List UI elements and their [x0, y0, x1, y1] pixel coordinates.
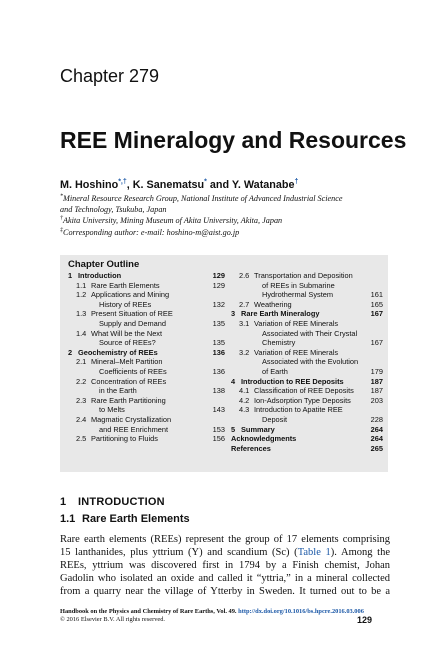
outline-entry-number: 4.2 — [239, 395, 250, 405]
outline-entry-number: 4.1 — [239, 386, 250, 396]
outline-entry-text: What Will be the Next — [91, 328, 163, 338]
outline-entry[interactable] — [231, 434, 383, 444]
outline-entry-number: 2.6 — [239, 271, 250, 280]
outline-entry-text: of Earth — [262, 366, 288, 376]
outline-entry-text: Ion-Adsorption Type Deposits — [254, 395, 351, 405]
outline-entry-text: Geochemistry of REEs — [78, 347, 158, 357]
outline-entry-text: Concentration of REEs — [91, 376, 167, 386]
outline-entry-text: References — [231, 443, 271, 453]
section-number: 1 — [60, 496, 67, 508]
outline-entry-number: 2.2 — [76, 376, 87, 386]
page-number: 129 — [357, 615, 373, 625]
outline-entry-number: 4 — [231, 376, 236, 386]
outline-entry-text: Transportation and Deposition — [254, 271, 353, 280]
outline-entry-number: 4.3 — [239, 405, 250, 415]
affiliation-mark: * — [60, 193, 63, 200]
outline-entry-text: Summary — [241, 424, 275, 434]
outline-entry[interactable] — [68, 396, 225, 415]
outline-entry-number: 1.3 — [76, 309, 87, 319]
affiliation-1-cont: and Technology, Tsukuba, Japan — [60, 205, 167, 215]
outline-entry-number: 2.7 — [239, 299, 250, 309]
outline-entry-text: Coefficients of REEs — [99, 366, 167, 376]
outline-entry[interactable] — [68, 290, 225, 309]
affiliation-mark: ‡ — [60, 226, 63, 233]
outline-entry-text: Deposit — [262, 414, 288, 424]
outline-entry-page: 187 — [370, 386, 383, 396]
affiliation-2: Akita University, Mining Museum of Akita University, Akita, Japan — [63, 216, 283, 226]
outline-entry-page: 264 — [370, 434, 383, 444]
outline-entry-text: and REE Enrichment — [99, 424, 169, 434]
outline-entry[interactable] — [231, 348, 383, 377]
affiliation-1: Mineral Resource Research Group, National Institute of Advanced Industrial Science — [63, 194, 343, 203]
outline-entry[interactable] — [231, 309, 383, 319]
outline-entry-page: 129 — [212, 271, 225, 280]
section-heading — [60, 496, 165, 508]
outline-entry-text: Mineral–Melt Partition — [91, 357, 163, 367]
outline-entry[interactable] — [231, 300, 383, 310]
outline-entry[interactable] — [68, 281, 225, 291]
outline-entry-text: Introduction to Apatite REE — [254, 405, 343, 415]
affiliation-mark: † — [60, 215, 63, 222]
chapter-title: REE Mineralogy and Resources — [60, 127, 407, 153]
body-line: from a quarry near the village of Ytterby in Sweden. It turned out to be a — [60, 586, 390, 597]
outline-entry-page: 203 — [370, 395, 383, 405]
chapter-label: Chapter 279 — [60, 66, 160, 86]
outline-entry-number: 2.1 — [76, 357, 87, 367]
doi-link[interactable]: http://dx.doi.org/10.1016/bs.hpcre.2016.03.006 — [238, 608, 364, 615]
outline-entry-text: Applications and Mining — [91, 290, 170, 300]
outline-entry[interactable] — [68, 434, 225, 444]
outline-entry-page: 156 — [212, 434, 225, 444]
outline-entry-text: Chemistry — [262, 338, 296, 348]
outline-entry[interactable] — [231, 271, 383, 300]
outline-entry-page: 167 — [370, 338, 383, 348]
subsection-title: Rare Earth Elements — [82, 513, 190, 525]
affiliations — [60, 193, 390, 238]
footer-citation: Handbook on the Physics and Chemistry of Rare Earths, Vol. 49. — [60, 608, 239, 615]
outline-entry-text: History of REEs — [99, 299, 152, 309]
outline-entry-page: 265 — [370, 443, 383, 453]
outline-entry-number: 1.2 — [76, 290, 87, 300]
outline-entry-text: Classification of REE Deposits — [254, 386, 354, 396]
outline-entry[interactable] — [68, 329, 225, 348]
body-line: Gadolin who isolated an oxide and called it “yttria,” in a mineral collected — [60, 573, 390, 584]
outline-entry-page: 165 — [370, 299, 383, 309]
outline-entry-number: 2 — [68, 347, 73, 357]
outline-entry-page: 136 — [212, 347, 225, 357]
outline-entry[interactable] — [231, 386, 383, 396]
author-2-marks[interactable]: * — [204, 178, 207, 186]
outline-entry-text: Supply and Demand — [99, 318, 166, 328]
outline-entry-page: 136 — [212, 366, 225, 376]
outline-entry-text: Rare Earth Partitioning — [91, 395, 166, 405]
author-1-marks[interactable]: *,† — [118, 178, 127, 186]
page-footer — [60, 608, 390, 624]
outline-entry-text: Source of REEs? — [99, 338, 156, 348]
outline-entry-page: 132 — [212, 299, 225, 309]
outline-entry-text: Variation of REE Minerals — [254, 318, 339, 328]
outline-entry-page: 167 — [370, 309, 383, 319]
outline-entry-text: Weathering — [254, 299, 292, 309]
outline-entry[interactable] — [68, 309, 225, 328]
author-separator: , — [126, 179, 133, 191]
outline-entry[interactable] — [231, 396, 383, 406]
body-line-text: 15 lanthanides, plus yttrium (Y) and scandium (Sc) ( — [60, 547, 298, 558]
outline-entry-page: 135 — [212, 338, 225, 348]
outline-entry-number: 2.5 — [76, 434, 87, 444]
outline-entry[interactable] — [68, 377, 225, 396]
outline-entry-page: 264 — [370, 424, 383, 434]
outline-entry-number: 3 — [231, 309, 236, 319]
outline-entry-number: 1 — [68, 271, 73, 280]
outline-entry-page: 129 — [212, 280, 225, 290]
outline-entry[interactable] — [68, 357, 225, 376]
outline-entry-text: Acknowledgments — [231, 434, 297, 444]
outline-entry-page: 143 — [212, 405, 225, 415]
outline-entry-page: 179 — [370, 366, 383, 376]
author-3: Y. Watanabe — [231, 179, 295, 191]
outline-entry-text: to Melts — [99, 405, 125, 415]
outline-right-column — [231, 271, 383, 453]
outline-entry-text: Present Situation of REE — [91, 309, 173, 319]
footer-copyright: © 2016 Elsevier B.V. All rights reserved. — [60, 616, 166, 623]
outline-entry-number: 1.1 — [76, 280, 87, 290]
outline-entry-number: 3.2 — [239, 347, 250, 357]
author-2: K. Sanematsu — [132, 179, 205, 191]
outline-entry-number: 2.4 — [76, 414, 87, 424]
outline-entry-text: Magmatic Crystallization — [91, 414, 172, 424]
subsection-heading — [60, 513, 190, 525]
outline-entry-text: Hydrothermal System — [262, 290, 334, 300]
outline-entry-page: 135 — [212, 318, 225, 328]
outline-left-column — [68, 271, 225, 444]
outline-entry-page: 153 — [212, 424, 225, 434]
outline-entry-text: Partitioning to Fluids — [91, 434, 158, 444]
outline-entry-text: Associated with the Evolution — [262, 357, 359, 367]
outline-entry-number: 3.1 — [239, 318, 250, 328]
body-line: Rare earth elements (REEs) represent the group of 17 elements comprising — [60, 534, 390, 545]
outline-entry[interactable] — [68, 271, 225, 281]
body-line-text: ). Among the — [330, 547, 390, 558]
outline-entry-text: Variation of REE Minerals — [254, 347, 339, 357]
outline-entry-page: 228 — [370, 414, 383, 424]
subsection-number: 1.1 — [60, 513, 76, 525]
outline-heading: Chapter Outline — [68, 259, 140, 270]
section-title: INTRODUCTION — [78, 496, 165, 508]
outline-entry-page: 138 — [212, 386, 225, 396]
outline-entry[interactable] — [68, 348, 225, 358]
chapter-outline-box — [60, 255, 388, 472]
author-separator: and — [206, 179, 232, 191]
outline-entry[interactable] — [231, 425, 383, 435]
outline-entry-page: 161 — [370, 290, 383, 300]
body-line — [60, 546, 390, 559]
outline-entry-text: Rare Earth Elements — [91, 280, 160, 290]
outline-entry-text: in the Earth — [99, 386, 137, 396]
outline-entry-text: Introduction — [78, 271, 122, 280]
author-1: M. Hoshino — [60, 179, 119, 191]
outline-entry[interactable] — [231, 319, 383, 348]
outline-entry[interactable] — [231, 444, 383, 454]
outline-entry[interactable] — [231, 405, 383, 424]
outline-entry[interactable] — [68, 415, 225, 434]
outline-entry-number: 5 — [231, 424, 236, 434]
body-paragraph — [60, 533, 390, 598]
outline-entry-page: 187 — [370, 376, 383, 386]
outline-entry-number: 1.4 — [76, 328, 87, 338]
outline-entry-text: Rare Earth Mineralogy — [241, 309, 320, 319]
corresponding-author: Corresponding author: e-mail: hoshino-m@aist.go.jp — [63, 227, 240, 237]
outline-entry[interactable] — [231, 377, 383, 387]
body-line: REEs, yttrium was discovered first in 1794 by a Finish chemist, Johan — [60, 560, 390, 571]
table-1-link[interactable]: Table 1 — [297, 547, 331, 558]
authors — [60, 179, 298, 191]
outline-entry-text: Introduction to REE Deposits — [241, 376, 344, 386]
outline-entry-text: Associated with Their Crystal — [262, 328, 358, 338]
author-3-marks[interactable]: † — [294, 178, 299, 186]
outline-entry-number: 2.3 — [76, 395, 87, 405]
outline-entry-text: of REEs in Submarine — [262, 280, 335, 290]
